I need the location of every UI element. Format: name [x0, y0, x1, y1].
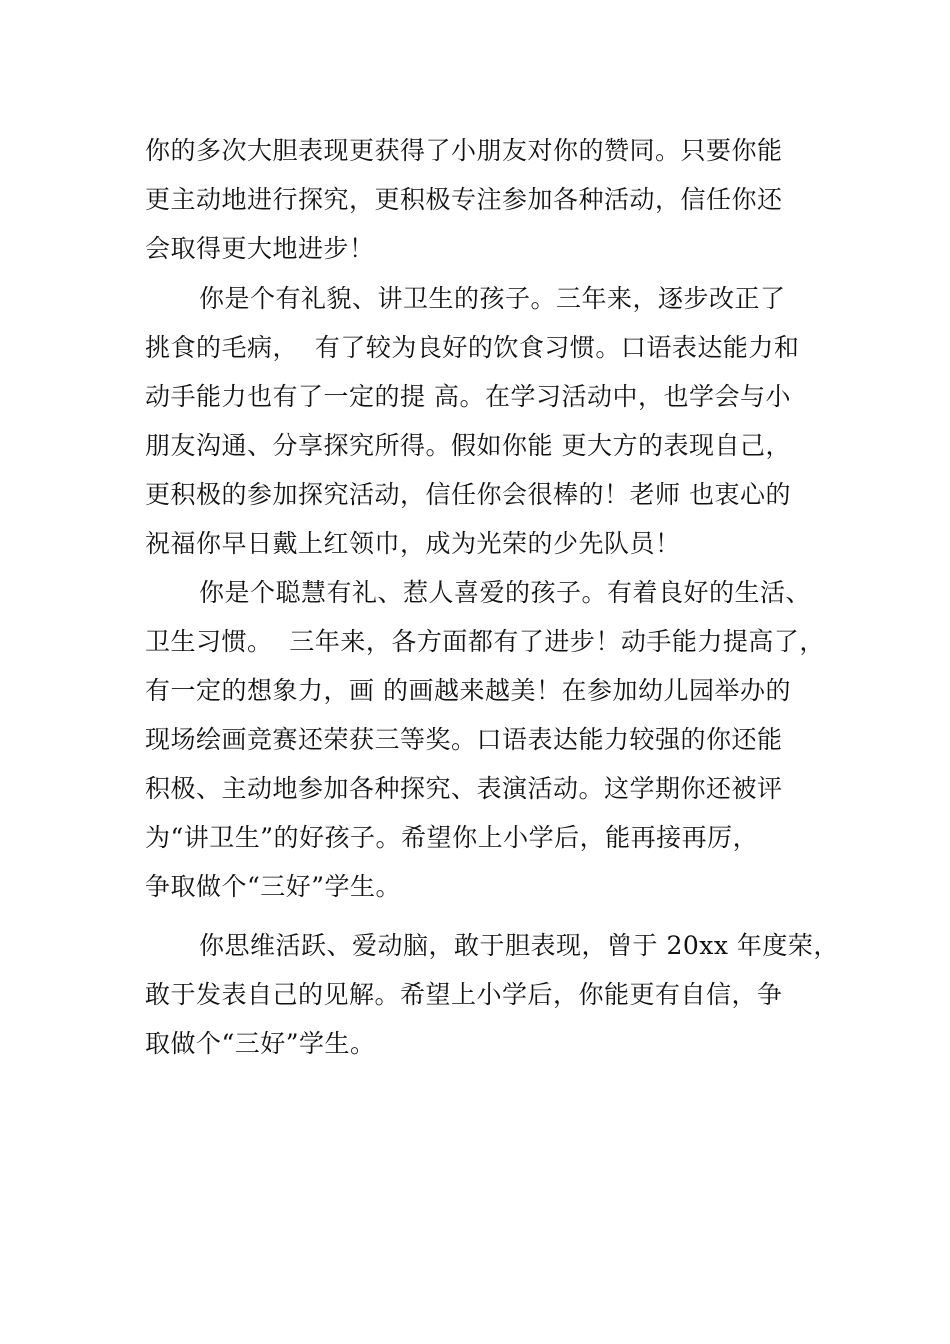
paragraph-line: 你思维活跃、爱动脑，敢于胆表现，曾于 20xx 年度荣， — [199, 931, 839, 960]
paragraph-line: 祝福你早日戴上红领巾，成为光荣的少先队员！ — [145, 529, 681, 558]
paragraph-line: 你的多次大胆表现更获得了小朋友对你的赞同。只要你能 — [145, 136, 783, 165]
paragraph-line: 挑食的毛病， 有了较为良好的饮食习惯。口语表达能力和 — [145, 333, 800, 362]
paragraph-line: 你是个有礼貌、讲卫生的孩子。三年来，逐步改正了 — [199, 284, 786, 313]
paragraph-1 — [145, 126, 845, 273]
paragraph-line: 卫生习惯。 三年来，各方面都有了进步！动手能力提高了， — [145, 627, 825, 656]
paragraph-line: 有一定的想象力，画 的画越来越美！在参加幼儿园举办的 — [145, 676, 791, 705]
paragraph-line: 更积极的参加探究活动，信任你会很棒的！老师 也衷心的 — [145, 480, 791, 509]
paragraph-line: 动手能力也有了一定的提 高。在学习活动中，也学会与小 — [145, 382, 791, 411]
paragraph-line: 会取得更大地进步！ — [145, 234, 375, 263]
paragraph-line: 敢于发表自己的见解。希望上小学后，你能更有自信，争 — [145, 980, 783, 1009]
paragraph-4 — [145, 921, 845, 1068]
paragraph-3 — [145, 568, 845, 911]
paragraph-line: 争取做个“三好”学生。 — [145, 872, 402, 901]
paragraph-line: 积极、主动地参加各种探究、表演活动。这学期你还被评 — [145, 774, 783, 803]
paragraph-line: 朋友沟通、分享探究所得。假如你能 更大方的表现自己， — [145, 431, 791, 460]
paragraph-line: 你是个聪慧有礼、惹人喜爱的孩子。有着良好的生活、 — [199, 578, 812, 607]
paragraph-line: 为“讲卫生”的好孩子。希望你上小学后，能再接再厉， — [145, 823, 759, 852]
paragraph-2 — [145, 274, 845, 568]
paragraph-line: 更主动地进行探究，更积极专注参加各种活动，信任你还 — [145, 185, 783, 214]
paragraph-line: 取做个“三好”学生。 — [145, 1029, 376, 1058]
paragraph-line: 现场绘画竞赛还荣获三等奖。口语表达能力较强的你还能 — [145, 725, 783, 754]
